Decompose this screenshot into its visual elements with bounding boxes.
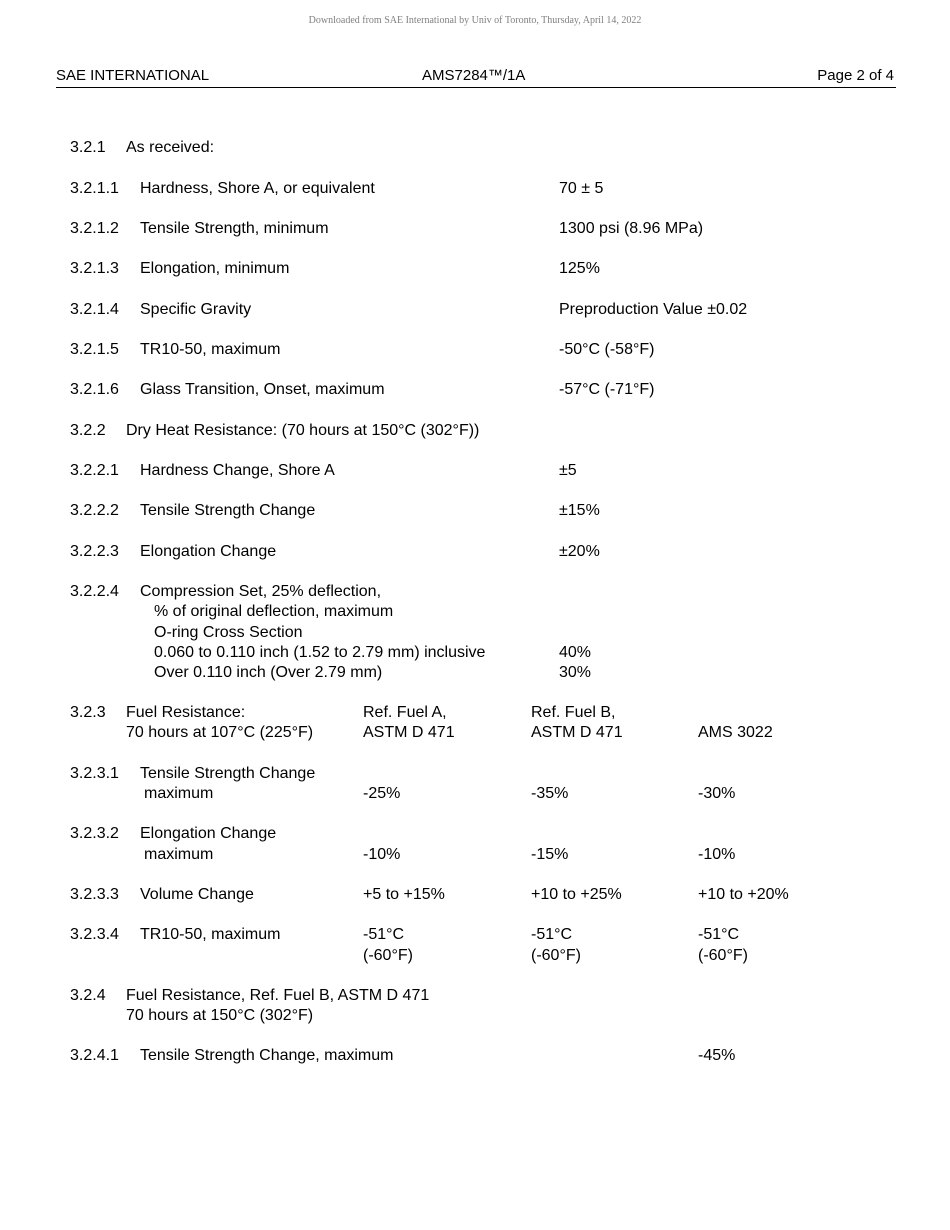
value-fuel-a: -25% — [363, 785, 401, 802]
item-label: Tensile Strength Change — [140, 765, 316, 782]
item-label: TR10-50, maximum — [140, 926, 281, 943]
item-number: 3.2.1.3 — [70, 260, 119, 277]
column-header-fuel-a: Ref. Fuel A, — [363, 704, 447, 721]
item-number: 3.2.2.2 — [70, 502, 119, 519]
item-number: 3.2.1.4 — [70, 301, 119, 318]
item-label: Specific Gravity — [140, 301, 252, 318]
item-label-line: maximum — [144, 785, 214, 802]
value-fuel-a: +5 to +15% — [363, 886, 445, 903]
value-ams3022: -10% — [698, 846, 736, 863]
section-title: As received: — [126, 139, 215, 156]
value-fuel-a-line2: (-60°F) — [363, 947, 413, 964]
value-fuel-b: -15% — [531, 846, 569, 863]
item-label-line: maximum — [144, 846, 214, 863]
sub-row-label: Over 0.110 inch (Over 2.79 mm) — [154, 664, 383, 681]
item-number: 3.2.1.6 — [70, 381, 119, 398]
sub-row-value: 30% — [559, 664, 592, 681]
column-header-fuel-b: Ref. Fuel B, — [531, 704, 616, 721]
item-number: 3.2.1.5 — [70, 341, 119, 358]
section-title: Fuel Resistance, Ref. Fuel B, ASTM D 471 — [126, 987, 430, 1004]
item-label-line: % of original deflection, maximum — [154, 603, 394, 620]
section-number: 3.2.2 — [70, 422, 106, 439]
section-title-line2: 70 hours at 150°C (302°F) — [126, 1007, 314, 1024]
section-number: 3.2.3 — [70, 704, 106, 721]
item-label: Compression Set, 25% deflection, — [140, 583, 382, 600]
value-ams3022: +10 to +20% — [698, 886, 789, 903]
item-number: 3.2.1.2 — [70, 220, 119, 237]
item-label: Elongation, minimum — [140, 260, 290, 277]
value-fuel-b-line2: (-60°F) — [531, 947, 581, 964]
item-value: 1300 psi (8.96 MPa) — [559, 220, 704, 237]
item-number: 3.2.1.1 — [70, 180, 119, 197]
column-header-fuel-a-line2: ASTM D 471 — [363, 724, 455, 741]
header-rule — [56, 87, 896, 88]
item-value: -50°C (-58°F) — [559, 341, 655, 358]
value-fuel-a: -10% — [363, 846, 401, 863]
item-number: 3.2.3.4 — [70, 926, 119, 943]
value-ams3022: -51°C — [698, 926, 740, 943]
item-label: Elongation Change — [140, 543, 277, 560]
item-number: 3.2.2.3 — [70, 543, 119, 560]
item-label: TR10-50, maximum — [140, 341, 281, 358]
value-ams3022-line2: (-60°F) — [698, 947, 748, 964]
header-page-number: Page 2 of 4 — [817, 67, 894, 84]
item-label: Elongation Change — [140, 825, 277, 842]
header-doc-id: AMS7284™/1A — [422, 67, 526, 84]
item-label: Volume Change — [140, 886, 254, 903]
value-fuel-a: -51°C — [363, 926, 405, 943]
item-number: 3.2.3.3 — [70, 886, 119, 903]
item-value: Preproduction Value ±0.02 — [559, 301, 748, 318]
sub-row-value: 40% — [559, 644, 592, 661]
item-label: Hardness, Shore A, or equivalent — [140, 180, 375, 197]
section-number: 3.2.4 — [70, 987, 106, 1004]
item-value: -57°C (-71°F) — [559, 381, 655, 398]
item-number: 3.2.4.1 — [70, 1047, 119, 1064]
value-fuel-b: -35% — [531, 785, 569, 802]
item-label: Tensile Strength Change, maximum — [140, 1047, 394, 1064]
column-header-ams3022: AMS 3022 — [698, 724, 773, 741]
item-label: Glass Transition, Onset, maximum — [140, 381, 385, 398]
value-fuel-b: -51°C — [531, 926, 573, 943]
item-value: -45% — [698, 1047, 736, 1064]
item-label: Hardness Change, Shore A — [140, 462, 335, 479]
item-label: Tensile Strength Change — [140, 502, 316, 519]
item-number: 3.2.2.1 — [70, 462, 119, 479]
item-value: ±5 — [559, 462, 577, 479]
header-org: SAE INTERNATIONAL — [56, 67, 210, 84]
item-number: 3.2.3.1 — [70, 765, 119, 782]
section-title: Dry Heat Resistance: (70 hours at 150°C (302°F)) — [126, 422, 480, 439]
download-notice: Downloaded from SAE International by Univ of Toronto, Thursday, April 14, 2022 — [308, 15, 642, 26]
section-title-line2: 70 hours at 107°C (225°F) — [126, 724, 314, 741]
item-value: ±15% — [559, 502, 600, 519]
section-number: 3.2.1 — [70, 139, 106, 156]
column-header-fuel-b-line2: ASTM D 471 — [531, 724, 623, 741]
item-value: 125% — [559, 260, 600, 277]
item-label-line: O-ring Cross Section — [154, 624, 303, 641]
value-ams3022: -30% — [698, 785, 736, 802]
item-label: Tensile Strength, minimum — [140, 220, 329, 237]
item-value: ±20% — [559, 543, 600, 560]
sub-row-label: 0.060 to 0.110 inch (1.52 to 2.79 mm) inclusive — [154, 644, 486, 661]
item-value: 70 ± 5 — [559, 180, 604, 197]
value-fuel-b: +10 to +25% — [531, 886, 622, 903]
item-number: 3.2.3.2 — [70, 825, 119, 842]
section-title: Fuel Resistance: — [126, 704, 246, 721]
item-number: 3.2.2.4 — [70, 583, 119, 600]
